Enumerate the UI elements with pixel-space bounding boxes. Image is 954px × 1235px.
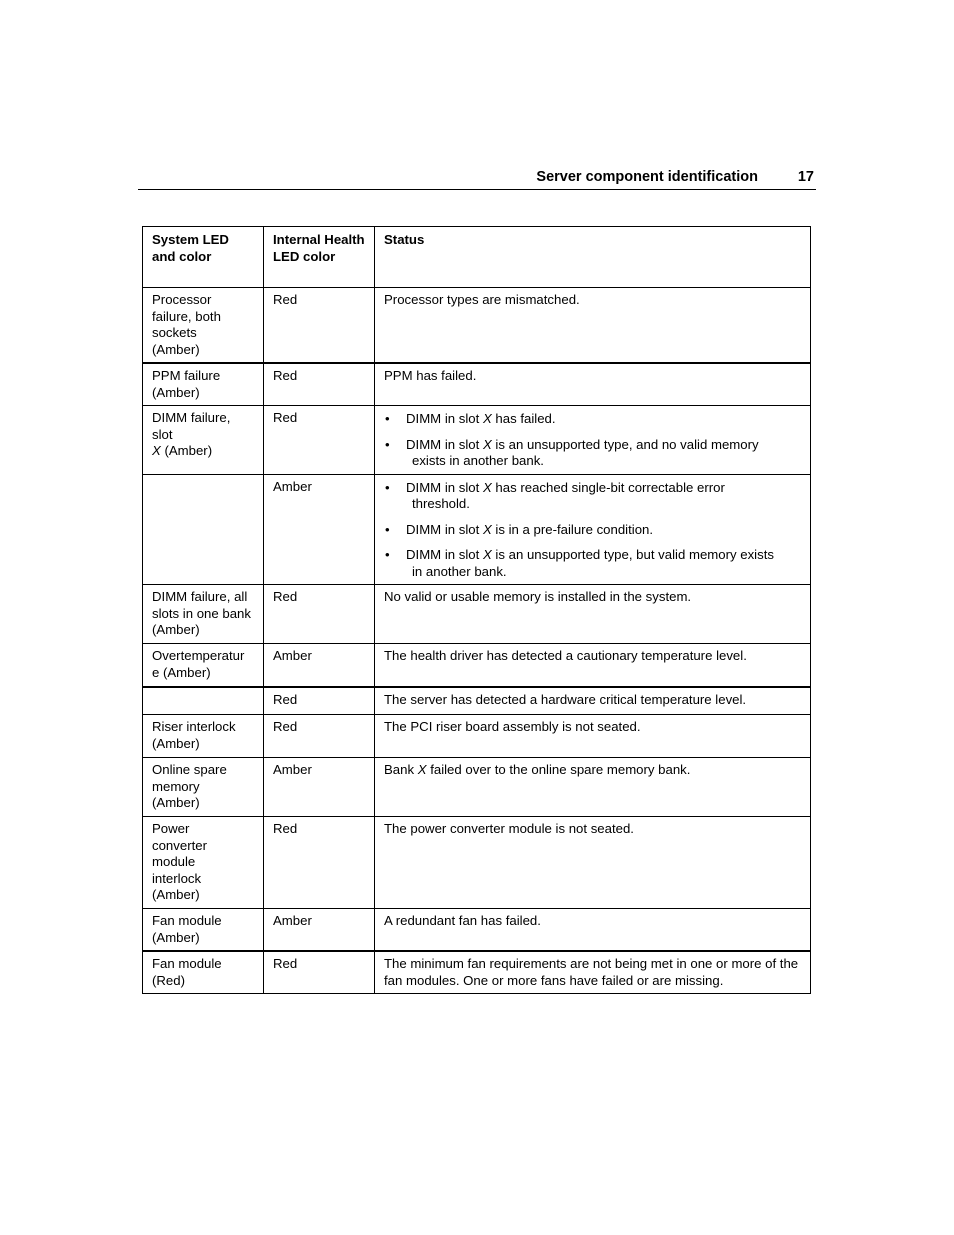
internal-led-cell: Red bbox=[264, 585, 375, 644]
column-header-status: Status bbox=[375, 227, 811, 288]
system-led-cell: Power converter module interlock (Amber) bbox=[143, 817, 264, 909]
system-led-cell: Fan module (Amber) bbox=[143, 909, 264, 952]
table-row bbox=[143, 758, 811, 817]
internal-led-cell: Amber bbox=[264, 909, 375, 952]
internal-led-cell: Amber bbox=[264, 758, 375, 817]
column-header-system-led: System LED and color bbox=[143, 227, 264, 288]
system-led-cell: Online spare memory (Amber) bbox=[143, 758, 264, 817]
bank-variable: X bbox=[417, 762, 427, 777]
list-item: • DIMM in slot X has reached single-bit correctable error threshold. bbox=[385, 479, 725, 511]
table-row bbox=[143, 406, 811, 475]
status-cell: PPM has failed. bbox=[375, 363, 811, 406]
list-item: • DIMM in slot X is in a pre-failure condition. bbox=[385, 521, 654, 537]
status-cell bbox=[375, 474, 811, 585]
internal-led-cell: Red bbox=[264, 715, 375, 758]
list-item: • DIMM in slot X is an unsupported type, but valid memory exists in another bank. bbox=[385, 547, 774, 579]
internal-led-cell: Red bbox=[264, 687, 375, 715]
system-led-cell: Overtemperatur e (Amber) bbox=[143, 644, 264, 687]
system-led-cell: Processor failure, both sockets (Amber) bbox=[143, 288, 264, 364]
led-status-table bbox=[142, 226, 811, 994]
system-led-cell: DIMM failure, all slots in one bank (Amber) bbox=[143, 585, 264, 644]
internal-led-cell: Red bbox=[264, 288, 375, 364]
status-cell bbox=[375, 406, 811, 475]
table-row bbox=[143, 817, 811, 909]
slot-variable: X bbox=[152, 443, 161, 458]
table-row bbox=[143, 585, 811, 644]
internal-led-cell: Red bbox=[264, 817, 375, 909]
table-row bbox=[143, 715, 811, 758]
page-number: 17 bbox=[797, 169, 814, 185]
internal-led-cell: Amber bbox=[264, 474, 375, 585]
page-section-title: Server component identification bbox=[536, 169, 758, 185]
system-led-cell bbox=[143, 406, 264, 475]
table-row bbox=[143, 951, 811, 994]
system-led-text: (Amber) bbox=[164, 443, 213, 458]
status-cell: Bank X failed over to the online spare memory bank. bbox=[375, 758, 811, 817]
status-cell: The health driver has detected a cautionary temperature level. bbox=[375, 644, 811, 687]
system-led-cell bbox=[143, 687, 264, 715]
system-led-cell bbox=[143, 474, 264, 585]
status-cell: The PCI riser board assembly is not seated. bbox=[375, 715, 811, 758]
table-header-row bbox=[143, 227, 811, 288]
internal-led-cell: Red bbox=[264, 363, 375, 406]
status-bullet-list bbox=[384, 411, 801, 470]
page-header bbox=[138, 167, 816, 190]
status-cell: No valid or usable memory is installed in the system. bbox=[375, 585, 811, 644]
column-header-internal-health-led: Internal Health LED color bbox=[264, 227, 375, 288]
table-row bbox=[143, 644, 811, 687]
status-bullet-list bbox=[384, 480, 801, 581]
table-row bbox=[143, 474, 811, 585]
table-row bbox=[143, 687, 811, 715]
system-led-cell: Fan module (Red) bbox=[143, 951, 264, 994]
internal-led-cell: Red bbox=[264, 406, 375, 475]
table-row bbox=[143, 909, 811, 952]
status-cell: The server has detected a hardware critical temperature level. bbox=[375, 687, 811, 715]
system-led-cell: PPM failure (Amber) bbox=[143, 363, 264, 406]
status-cell: The power converter module is not seated. bbox=[375, 817, 811, 909]
status-cell: A redundant fan has failed. bbox=[375, 909, 811, 952]
table-row bbox=[143, 288, 811, 364]
list-item: • DIMM in slot X has failed. bbox=[385, 411, 556, 426]
internal-led-cell: Red bbox=[264, 951, 375, 994]
system-led-text: DIMM failure, slot bbox=[152, 410, 231, 442]
status-cell: The minimum fan requirements are not being met in one or more of the fan modules. One or more fans have failed or are missing. bbox=[375, 951, 811, 994]
list-item: • DIMM in slot X is an unsupported type, and no valid memory exists in another bank. bbox=[385, 436, 759, 468]
system-led-cell: Riser interlock (Amber) bbox=[143, 715, 264, 758]
status-cell: Processor types are mismatched. bbox=[375, 288, 811, 364]
internal-led-cell: Amber bbox=[264, 644, 375, 687]
table-row bbox=[143, 363, 811, 406]
